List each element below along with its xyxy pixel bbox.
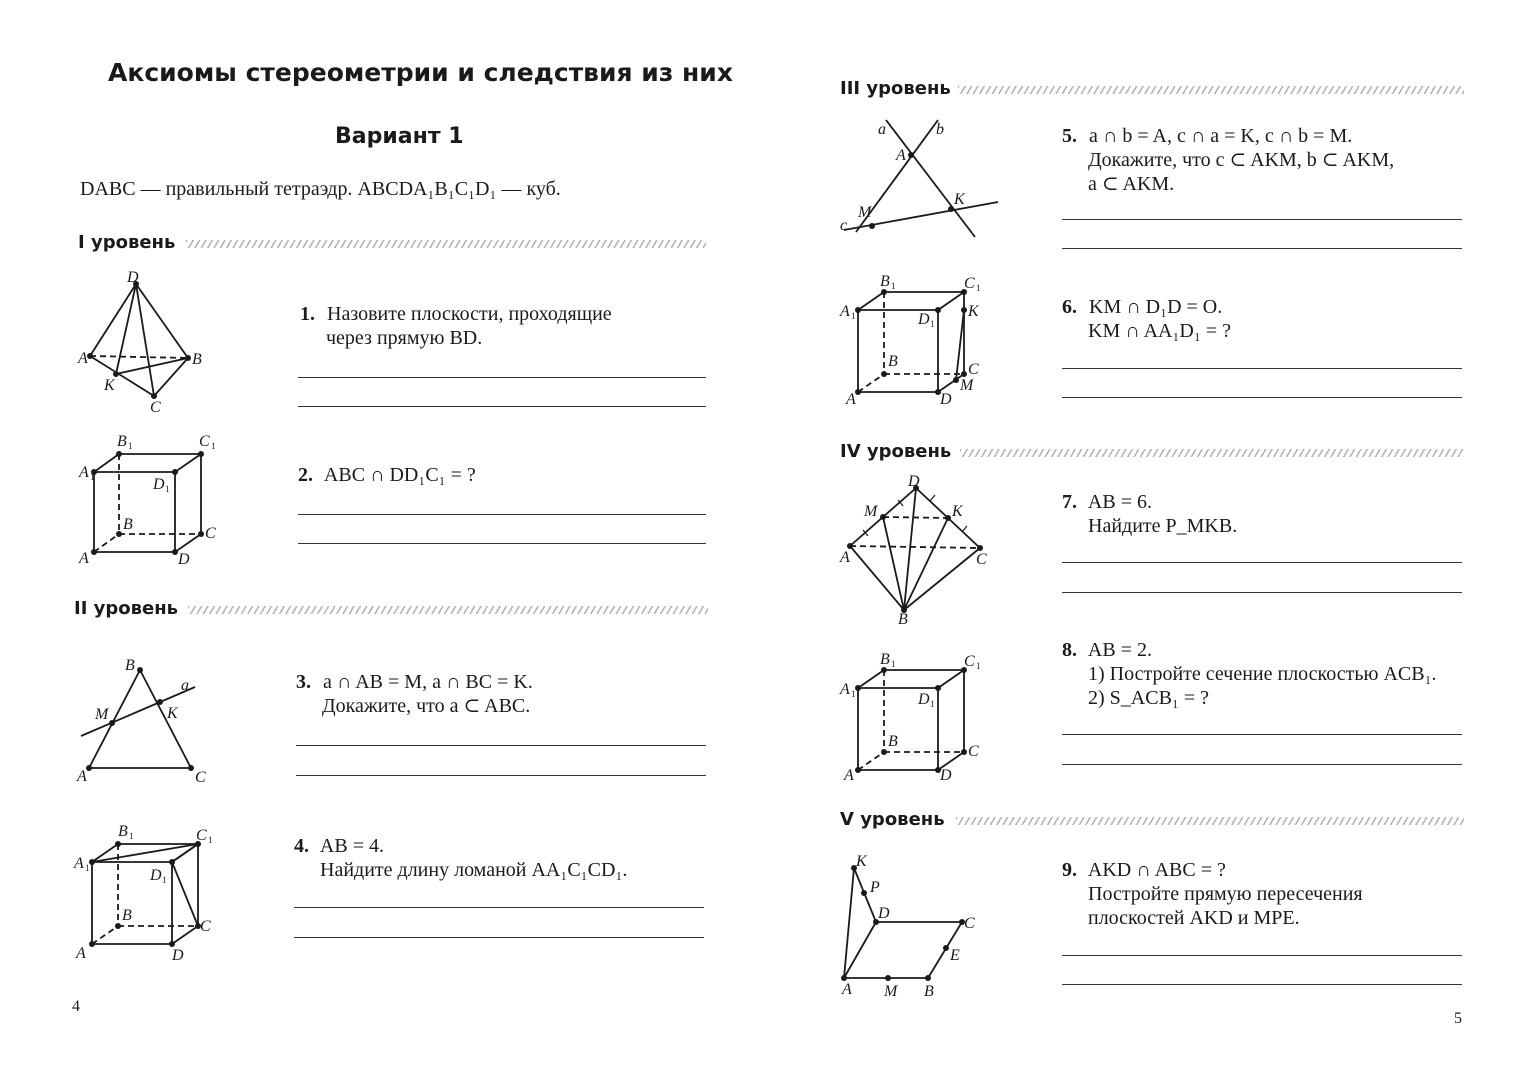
answer-line[interactable] bbox=[298, 514, 706, 515]
cube-km-figure bbox=[836, 268, 996, 413]
svg-text:a: a bbox=[181, 677, 189, 694]
svg-text:D: D bbox=[940, 767, 952, 784]
level-2-heading: II уровень bbox=[74, 598, 179, 619]
svg-text:1: 1 bbox=[85, 863, 90, 873]
svg-text:A: A bbox=[840, 681, 850, 698]
svg-text:c: c bbox=[840, 217, 848, 234]
task-number: 2. bbox=[298, 464, 313, 486]
svg-text:1: 1 bbox=[211, 441, 216, 451]
svg-text:C: C bbox=[205, 525, 216, 542]
svg-text:C: C bbox=[150, 399, 161, 416]
task-6 bbox=[1062, 295, 1231, 343]
svg-text:B: B bbox=[880, 273, 890, 290]
svg-text:K: K bbox=[104, 377, 115, 394]
svg-text:D: D bbox=[908, 473, 920, 490]
answer-line[interactable] bbox=[1062, 397, 1462, 398]
task-text: a ∩ AB = M, a ∩ BC = K. bbox=[323, 671, 533, 693]
svg-text:1: 1 bbox=[851, 311, 856, 321]
task-text: Назовите плоскости, проходящие bbox=[327, 303, 612, 325]
level-2-rule bbox=[188, 606, 708, 614]
svg-text:B: B bbox=[123, 516, 133, 533]
svg-text:C: C bbox=[976, 551, 987, 568]
svg-text:K: K bbox=[167, 705, 178, 722]
svg-text:B: B bbox=[117, 433, 127, 450]
svg-text:A: A bbox=[844, 767, 854, 784]
svg-text:C: C bbox=[964, 275, 975, 292]
level-5-rule bbox=[956, 817, 1464, 825]
task-number: 5. bbox=[1062, 125, 1077, 147]
svg-text:B: B bbox=[122, 907, 132, 924]
three-lines-figure bbox=[836, 112, 1016, 242]
task-1 bbox=[300, 302, 612, 350]
svg-text:A: A bbox=[896, 147, 906, 164]
task-number: 7. bbox=[1062, 491, 1077, 513]
svg-text:K: K bbox=[954, 191, 965, 208]
task-text: AKD ∩ ABC = ? bbox=[1087, 859, 1226, 881]
level-4-rule bbox=[960, 449, 1464, 457]
task-7 bbox=[1062, 490, 1237, 538]
task-text: Найдите длину ломаной AA₁C₁CD₁. bbox=[320, 859, 628, 881]
tetrahedron-figure bbox=[70, 262, 220, 422]
task-text: AB = 2. bbox=[1087, 639, 1152, 661]
svg-text:K: K bbox=[856, 853, 867, 870]
svg-text:B: B bbox=[898, 611, 908, 628]
answer-line[interactable] bbox=[1062, 955, 1462, 956]
answer-line[interactable] bbox=[1062, 592, 1462, 593]
level-3-rule bbox=[958, 86, 1464, 94]
task-3 bbox=[296, 670, 533, 718]
answer-line[interactable] bbox=[296, 745, 706, 746]
svg-text:C: C bbox=[199, 433, 210, 450]
level-1-rule bbox=[186, 240, 706, 248]
parallelogram-figure bbox=[836, 846, 996, 1006]
svg-text:D: D bbox=[918, 691, 930, 708]
task-number: 9. bbox=[1062, 859, 1077, 881]
svg-text:1: 1 bbox=[891, 659, 896, 669]
task-text: 2) S_ACB₁ = ? bbox=[1088, 687, 1210, 709]
task-number: 4. bbox=[294, 835, 309, 857]
svg-text:P: P bbox=[870, 879, 880, 896]
svg-text:C: C bbox=[200, 918, 211, 935]
answer-line[interactable] bbox=[1062, 562, 1462, 563]
task-text: AB = 6. bbox=[1087, 491, 1152, 513]
variant-heading: Вариант 1 bbox=[335, 124, 464, 149]
svg-text:1: 1 bbox=[208, 835, 213, 845]
cube-polyline-figure bbox=[70, 816, 220, 966]
svg-text:D: D bbox=[172, 947, 184, 964]
svg-text:A: A bbox=[79, 464, 89, 481]
task-5 bbox=[1062, 124, 1394, 196]
svg-text:K: K bbox=[952, 503, 963, 520]
level-1-heading: I уровень bbox=[78, 232, 176, 253]
svg-text:B: B bbox=[924, 983, 934, 1000]
task-2 bbox=[298, 463, 476, 487]
svg-text:E: E bbox=[950, 947, 960, 964]
svg-text:1: 1 bbox=[851, 689, 856, 699]
svg-text:C: C bbox=[964, 653, 975, 670]
page-number-left: 4 bbox=[72, 998, 80, 1015]
svg-text:1: 1 bbox=[128, 441, 133, 451]
task-text: KM ∩ AA₁D₁ = ? bbox=[1088, 320, 1231, 342]
svg-text:b: b bbox=[936, 121, 944, 138]
svg-text:B: B bbox=[888, 733, 898, 750]
svg-text:C: C bbox=[968, 361, 979, 378]
task-text: 1) Постройте сечение плоскостью ACB₁. bbox=[1088, 663, 1437, 685]
task-text: AB = 4. bbox=[319, 835, 384, 857]
svg-text:1: 1 bbox=[129, 831, 134, 841]
svg-text:C: C bbox=[964, 915, 975, 932]
svg-text:M: M bbox=[95, 706, 109, 723]
answer-line[interactable] bbox=[296, 775, 706, 776]
intro-text: DABC — правильный тетраэдр. ABCDA₁B₁C₁D₁ — куб. bbox=[80, 178, 561, 200]
svg-text:C: C bbox=[196, 827, 207, 844]
svg-text:1: 1 bbox=[162, 875, 167, 885]
svg-text:D: D bbox=[153, 476, 165, 493]
task-text: плоскостей AKD и MPE. bbox=[1088, 907, 1300, 929]
svg-text:A: A bbox=[846, 391, 856, 408]
svg-text:1: 1 bbox=[90, 472, 95, 482]
task-text: Постройте прямую пересечения bbox=[1088, 883, 1363, 905]
svg-text:D: D bbox=[150, 867, 162, 884]
task-text: Докажите, что c ⊂ AKM, b ⊂ AKM, bbox=[1088, 149, 1395, 171]
svg-text:D: D bbox=[127, 269, 139, 286]
svg-text:1: 1 bbox=[930, 699, 935, 709]
cube-figure bbox=[75, 430, 225, 570]
answer-line[interactable] bbox=[298, 543, 706, 544]
svg-text:1: 1 bbox=[930, 319, 935, 329]
answer-line[interactable] bbox=[1062, 734, 1462, 735]
svg-text:1: 1 bbox=[976, 283, 981, 293]
task-9 bbox=[1062, 858, 1363, 930]
task-number: 1. bbox=[300, 303, 315, 325]
svg-text:A: A bbox=[78, 350, 88, 367]
svg-text:M: M bbox=[884, 983, 898, 1000]
task-8 bbox=[1062, 638, 1437, 710]
svg-text:B: B bbox=[125, 657, 135, 674]
answer-line[interactable] bbox=[298, 406, 706, 407]
level-4-heading: IV уровень bbox=[840, 441, 952, 462]
svg-text:1: 1 bbox=[891, 281, 896, 291]
svg-text:D: D bbox=[878, 905, 890, 922]
answer-line[interactable] bbox=[1062, 984, 1462, 985]
svg-text:K: K bbox=[968, 303, 979, 320]
task-text: a ∩ b = A, c ∩ a = K, c ∩ b = M. bbox=[1089, 125, 1353, 147]
task-text: через прямую BD. bbox=[326, 327, 483, 349]
task-text: Найдите P_MKB. bbox=[1088, 515, 1238, 537]
triangle-figure bbox=[75, 650, 225, 790]
task-number: 3. bbox=[296, 671, 311, 693]
svg-text:A: A bbox=[842, 981, 852, 998]
svg-text:C: C bbox=[195, 769, 206, 786]
answer-line[interactable] bbox=[298, 377, 706, 378]
page-title: Аксиомы стереометрии и следствия из них bbox=[108, 58, 733, 87]
task-text: ABC ∩ DD₁C₁ = ? bbox=[323, 464, 476, 486]
answer-line[interactable] bbox=[294, 907, 704, 908]
svg-text:1: 1 bbox=[976, 661, 981, 671]
task-text: Докажите, что a ⊂ ABC. bbox=[322, 695, 531, 717]
svg-text:A: A bbox=[74, 855, 84, 872]
task-text: KM ∩ D₁D = O. bbox=[1089, 296, 1223, 318]
svg-text:C: C bbox=[968, 743, 979, 760]
svg-text:B: B bbox=[192, 351, 202, 368]
answer-line[interactable] bbox=[1062, 368, 1462, 369]
svg-text:A: A bbox=[77, 768, 87, 785]
svg-text:D: D bbox=[918, 311, 930, 328]
svg-text:a: a bbox=[878, 121, 886, 138]
svg-text:A: A bbox=[840, 303, 850, 320]
svg-text:D: D bbox=[178, 551, 190, 568]
task-4 bbox=[294, 834, 627, 882]
svg-text:B: B bbox=[880, 651, 890, 668]
task-number: 6. bbox=[1062, 296, 1077, 318]
answer-line[interactable] bbox=[1062, 764, 1462, 765]
answer-line[interactable] bbox=[294, 937, 704, 938]
svg-text:D: D bbox=[940, 391, 952, 408]
cube-section-figure bbox=[836, 646, 996, 791]
svg-text:1: 1 bbox=[165, 484, 170, 494]
svg-text:A: A bbox=[79, 550, 89, 567]
svg-text:M: M bbox=[864, 503, 878, 520]
task-number: 8. bbox=[1062, 639, 1077, 661]
svg-text:B: B bbox=[888, 353, 898, 370]
svg-text:A: A bbox=[840, 549, 850, 566]
svg-text:A: A bbox=[76, 945, 86, 962]
answer-line[interactable] bbox=[1062, 248, 1462, 249]
task-text: a ⊂ AKM. bbox=[1088, 173, 1175, 195]
tetrahedron-mk-figure bbox=[836, 470, 1006, 630]
svg-text:M: M bbox=[858, 204, 872, 221]
svg-text:B: B bbox=[118, 823, 128, 840]
level-3-heading: III уровень bbox=[840, 78, 951, 99]
page-number-right: 5 bbox=[1454, 1010, 1462, 1027]
svg-text:M: M bbox=[960, 377, 974, 394]
level-5-heading: V уровень bbox=[840, 809, 945, 830]
answer-line[interactable] bbox=[1062, 219, 1462, 220]
